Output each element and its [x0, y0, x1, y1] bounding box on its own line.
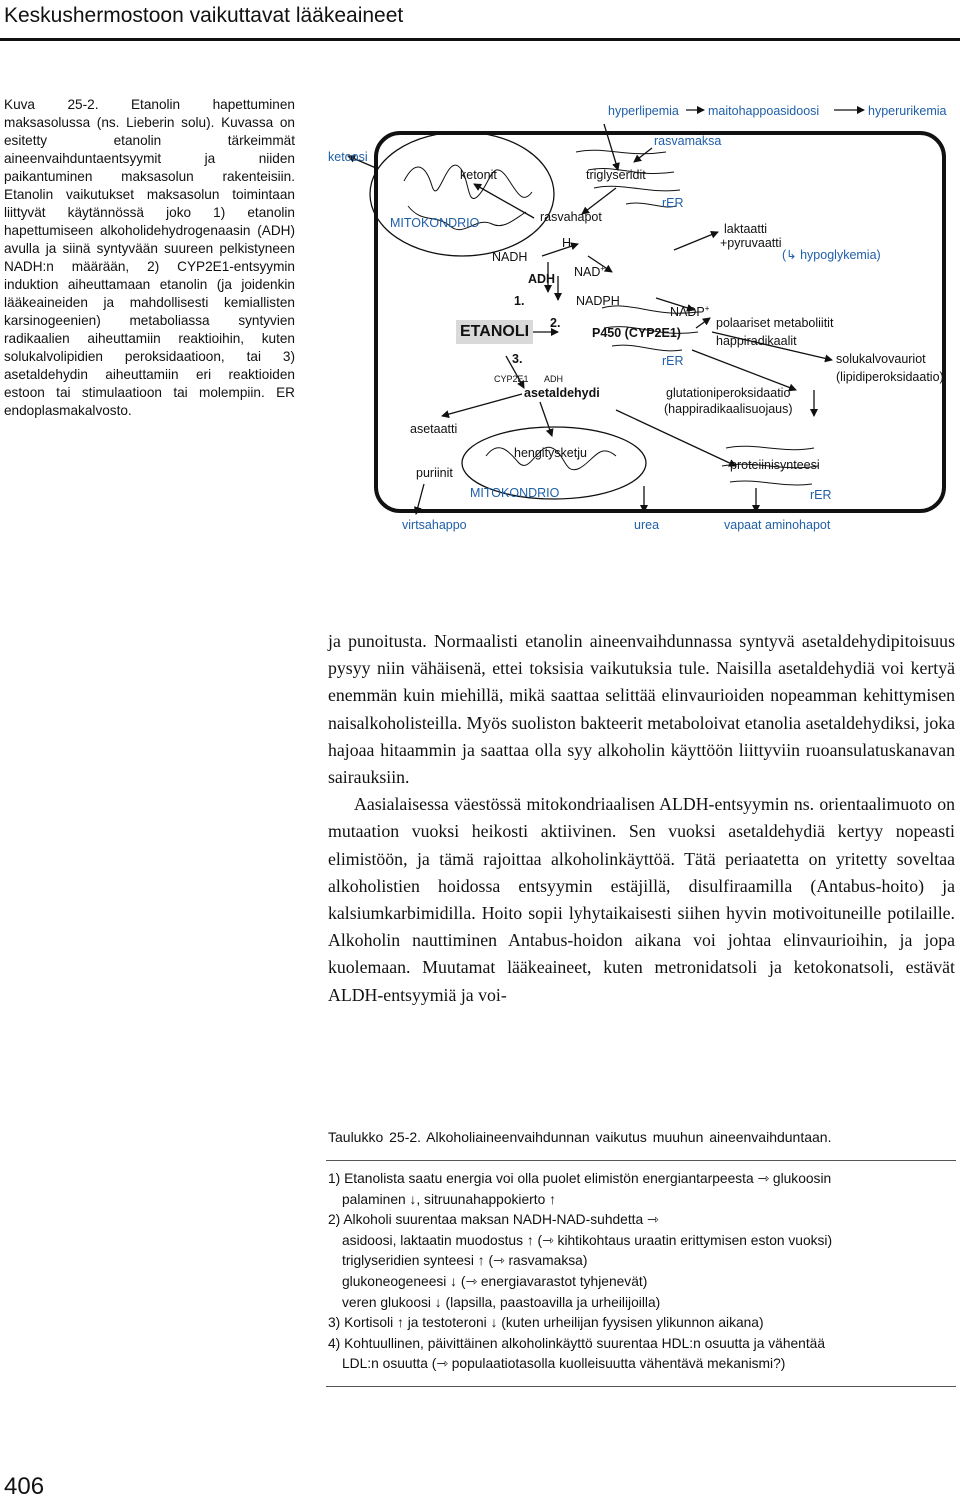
label-mitokondrio-2: MITOKONDRIO: [470, 486, 560, 500]
label-rer-2: rER: [662, 354, 684, 368]
label-solukalvovauriot: solukalvovauriot: [836, 352, 926, 366]
label-ketoosi: ketoosi: [328, 150, 368, 164]
label-lipidiperoksidaatio: (lipidiperoksidaatio): [836, 370, 944, 384]
table-rule-bottom: [326, 1386, 956, 1387]
label-step-2: 2.: [550, 316, 561, 330]
label-rasvamaksa: rasvamaksa: [654, 134, 722, 148]
table-row: LDL:n osuutta (⇾ populaatiotasolla kuolleisuutta vähentävä mekanismi?): [342, 1356, 786, 1372]
label-pyruvaatti: +pyruvaatti: [720, 236, 782, 250]
label-step-3: 3.: [512, 352, 523, 366]
label-triglyseridit: triglyseridit: [586, 168, 646, 182]
label-happiradikaalisuojaus: (happiradikaalisuojaus): [664, 402, 793, 416]
label-rer-1: rER: [662, 196, 684, 210]
nadp-superscript: +: [704, 304, 710, 313]
figure-caption: Kuva 25-2. Etanolin hapettuminen maksasolussa (ns. Lieberin solu). Kuvassa on esitetty etanolin tärkeimmät aineenvaihduntaentsyymit ja niiden paikantuminen maksasolun rakenteisiin. Etanolin vaikutukset maksasolun toimintaan liittyvät käytännössä joko 1) etanolin hapettumiseen alkoholidehydrogenaasin (ADH) avulla ja siinä syntyvään suureen pelkistyneen NADH:n määrään, 2) CYP2E1-entsyymin induktion aiheuttamaan etanolin (ja joidenkin lääkeaineiden ja mahdollisesti kemiallisten karsinogeenien) metaboliassa syntyvien radikaalien aiheuttamiin reaktioihin, kuten solukalvolipidien peroksidaatioon, tai 3) asetaldehydin aiheuttamiin eri reaktioiden estoon tai stimulaatioon tai molempiin. ER endoplasmakalvosto.: [4, 97, 295, 418]
label-adh-small: ADH: [544, 374, 564, 384]
label-glutationi: glutationiperoksidaatio: [666, 386, 791, 400]
label-rasvahapot: rasvahapot: [540, 210, 602, 224]
label-hyperlipemia: hyperlipemia: [608, 104, 679, 118]
label-laktaatti: laktaatti: [724, 222, 768, 236]
label-nadh: NADH: [492, 250, 528, 264]
body-paragraph-1: ja punoitusta. Normaalisti etanolin aineenvaihdunnassa syntyvä asetaldehydipitoisuus pysyy niin vähäisenä, ettei toksisia vaikutuksia tule. Naisilla asetaldehydiä voi kertyä enemmän kuin miehillä, mikä saattaa selittää elinvaurioiden nopeamman kehittymisen naisalkoholisteilla. Myös suoliston bakteerit metaboloivat etanolia asetaldehydiksi, joka hajoaa hitaammin ja saattaa olla syy alkoholin käyttöön liittyviin ruoansulatuskanavan sairauksiin.: [328, 631, 955, 788]
table-row: 2) Alkoholi suurentaa maksan NADH-NAD-suhdetta ⇾: [328, 1212, 659, 1228]
label-h: H: [562, 236, 572, 250]
label-step-1: 1.: [514, 294, 525, 308]
label-happiradikaalit: happiradikaalit: [716, 334, 797, 348]
label-nadp: [670, 302, 709, 319]
table-rule-top: [326, 1160, 956, 1161]
body-paragraph-2: Aasialaisessa väestössä mitokondriaalisen ALDH-entsyymin ns. orientaalimuoto on mutaation vuoksi heikosti aktiivinen. Sen vuoksi asetaldehydiä kertyy nopeasti elimistöön, ja tämä rajoittaa alkoholinkäyttöä. Tätä periaatetta on yritetty soveltaa alkoholistien hoidossa entsyymin estäjillä, disulfiraamilla (Antabus-hoito) ja kalsiumkarbimidilla. Hoito sopii lyhytaikaisesti siihen hyvin motivoituneille potilaille. Alkoholin nauttiminen Antabus-hoidon aikana voi johtaa elinvaurioihin, ja jopa kuolemaan. Muutamat lääkeaineet, kuten metronidatsoli ja ketokonatsoli, estävät ALDH-entsyymiä ja voi-: [328, 794, 955, 1005]
label-nad: [574, 262, 605, 279]
table-row: 3) Kortisoli ↑ ja testoteroni ↓ (kuten urheilijan fyysisen ylikunnon aikana): [328, 1315, 764, 1331]
nadp-text: NADP: [670, 305, 705, 320]
label-hengitysketju: hengitysketju: [514, 446, 587, 460]
table-row: triglyseridien synteesi ↑ (⇾ rasvamaksa): [342, 1253, 588, 1269]
label-puriinit: puriinit: [416, 466, 453, 480]
label-hypoglykemia: (↳ hypoglykemia): [782, 248, 881, 262]
label-p450: P450 (CYP2E1): [592, 326, 681, 340]
running-header: Keskushermostoon vaikuttavat lääkeaineet: [4, 4, 404, 27]
table-row: asidoosi, laktaatin muodostus ↑ (⇾ kihtikohtaus uraatin erittymisen eston vuoksi): [342, 1232, 833, 1248]
label-virtsahappo: virtsahappo: [402, 518, 467, 532]
label-maitohappoasidoosi: maitohappoasidoosi: [708, 104, 820, 118]
table-row: veren glukoosi ↓ (lapsilla, paastoavilla ja urheilijoilla): [342, 1294, 661, 1310]
label-asetaatti: asetaatti: [410, 422, 458, 436]
label-urea: urea: [634, 518, 660, 532]
liver-cell-diagram: [326, 96, 960, 540]
label-polaariset: polaariset metaboliitit: [716, 316, 834, 330]
label-adh: ADH: [528, 272, 556, 286]
table-title: Taulukko 25-2. Alkoholiaineenvaihdunnan vaikutus muuhun aineenvaihduntaan.: [328, 1129, 832, 1145]
label-cyp2e1-small: CYP2E1: [494, 374, 529, 384]
label-asetaldehydi: asetaldehydi: [524, 386, 600, 400]
table-row: glukoneogeneesi ↓ (⇾ energiavarastot tyhjenevät): [342, 1273, 648, 1289]
page-number: 406: [4, 1473, 45, 1500]
nad-text: NAD: [574, 265, 601, 280]
mitochondrion-top: [370, 132, 554, 256]
table-row: 1) Etanolista saatu energia voi olla puolet elimistön energiantarpeesta ⇾ glukoosin: [328, 1171, 832, 1186]
label-rer-3: rER: [810, 488, 832, 502]
label-vapaat-aminohapot: vapaat aminohapot: [724, 518, 831, 532]
label-etanoli: ETANOLI: [456, 320, 533, 344]
nad-superscript: +: [600, 264, 606, 273]
header-rule: [0, 38, 960, 41]
label-ketonit: ketonit: [460, 168, 497, 182]
label-hyperurikemia: hyperurikemia: [868, 104, 947, 118]
label-nadph: NADPH: [576, 294, 620, 308]
label-proteiinisynteesi: proteiinisynteesi: [730, 458, 820, 472]
table-row: 4) Kohtuullinen, päivittäinen alkoholinkäyttö suurentaa HDL:n osuutta ja vähentää: [328, 1335, 826, 1351]
label-mitokondrio-1: MITOKONDRIO: [390, 216, 480, 230]
table-row: palaminen ↓, sitruunahappokierto ↑: [342, 1191, 556, 1207]
body-text: [328, 628, 955, 1009]
table-body: [328, 1169, 954, 1375]
